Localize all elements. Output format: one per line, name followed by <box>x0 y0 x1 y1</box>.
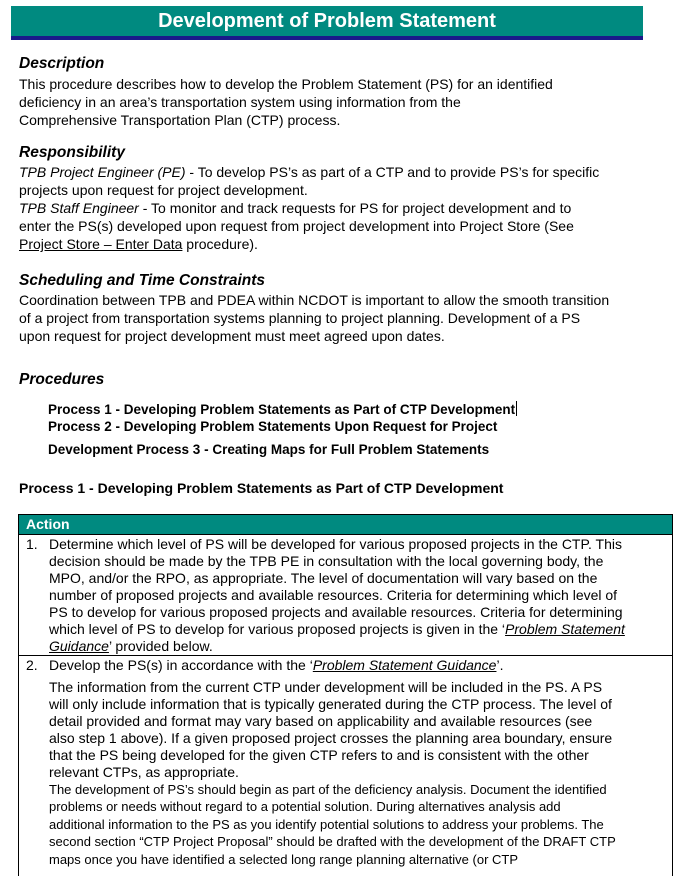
guidance-link[interactable]: Problem Statement <box>505 621 625 637</box>
step-number: 2. <box>26 657 38 673</box>
description-line: deficiency in an area’s transportation system using information from the <box>19 94 461 110</box>
table-header-action: Action <box>19 515 672 535</box>
process1-heading: Process 1 - Developing Problem Statements as Part of CTP Development <box>19 480 504 496</box>
text-cursor <box>516 401 517 416</box>
step-2-intro: Develop the PS(s) in accordance with the ‘ <box>49 657 313 673</box>
step-2-detail-line: detail provided and format may vary based on applicability and available resources (see <box>49 713 593 729</box>
step-2-intro-end: ’. <box>496 657 504 673</box>
procedure-link-2[interactable]: Process 2 - Developing Problem Statements Upon Request for Project <box>48 419 498 434</box>
pe-duty-cont: projects upon request for project development. <box>19 182 308 198</box>
procedure-link-3[interactable]: Development Process 3 - Creating Maps for Full Problem Statements <box>48 442 490 457</box>
responsibility-text <box>19 163 659 253</box>
title-underline <box>11 36 643 40</box>
staff-duty-cont: enter the PS(s) developed upon request from project development into Project Store (See <box>19 218 574 234</box>
description-line: Comprehensive Transportation Plan (CTP) process. <box>19 112 341 128</box>
step-2-note-line: The development of PS’s should begin as part of the deficiency analysis. Document the identified <box>49 782 607 797</box>
step-2-detail-line: will only include information that is typically generated during the CTP process. The level of <box>49 696 612 712</box>
step-2-detail-line: The information from the current CTP under development will be included in the PS. A PS <box>49 679 603 695</box>
step-1-line: number of proposed projects and available resources. Criteria for determining which level of <box>49 587 618 603</box>
staff-duty-end: procedure). <box>182 236 258 252</box>
step-1-line: Determine which level of PS will be developed for various proposed projects in the CTP. This <box>49 536 622 552</box>
step-2-note-line: additional information to the PS as you identify potential solutions to address your problems. The <box>49 816 604 832</box>
table-row-step-2 <box>19 656 672 868</box>
page-title: Development of Problem Statement <box>11 6 643 36</box>
step-2-note-line: maps once you have identified a selected long range planning alternative (or CTP <box>49 851 519 867</box>
scheduling-line: of a project from transportation systems planning to project planning. Development of a PS <box>19 310 581 326</box>
guidance-link[interactable]: Problem Statement Guidance <box>312 657 497 673</box>
step-2-detail-line: also step 1 above). If a given proposed project crosses the planning area boundary, ensure <box>49 730 613 746</box>
description-heading: Description <box>19 55 105 72</box>
step-1-line: MPO, and/or the RPO, as appropriate. The level of documentation will vary based on the <box>49 570 598 586</box>
table-row-step-1 <box>19 535 672 656</box>
pe-role: TPB Project Engineer (PE) <box>19 164 186 180</box>
pe-duty: - To develop PS’s as part of a CTP and to provide PS’s for specific <box>185 164 600 180</box>
step-2-note-line: problems or needs without regard to a potential solution. During alternatives analysis add <box>49 799 561 815</box>
scheduling-line: upon request for project development must meet agreed upon dates. <box>19 328 445 344</box>
procedure-link-1[interactable]: Process 1 - Developing Problem Statements as Part of CTP Development <box>48 402 516 417</box>
description-line: This procedure describes how to develop the Problem Statement (PS) for an identified <box>19 76 553 92</box>
scheduling-heading: Scheduling and Time Constraints <box>19 272 266 289</box>
step-1-line: PS to develop for various proposed projects and available resources. Criteria for determining <box>49 604 623 620</box>
action-table <box>18 514 673 876</box>
step-number: 1. <box>26 536 38 552</box>
scheduling-line: Coordination between TPB and PDEA within NCDOT is important to allow the smooth transition <box>19 292 610 308</box>
scheduling-text <box>19 291 659 345</box>
step-1-line-end: ’ provided below. <box>108 638 213 654</box>
project-store-link[interactable]: Project Store – Enter Data <box>19 236 183 252</box>
description-text <box>19 75 659 129</box>
responsibility-heading: Responsibility <box>19 144 125 161</box>
procedures-heading: Procedures <box>19 371 105 388</box>
step-2-detail-line: relevant CTPs, as appropriate. <box>49 764 239 780</box>
guidance-link-cont[interactable]: Guidance <box>49 638 109 654</box>
step-2-note-line: second section “CTP Project Proposal” should be drafted with the development of the DRAFT CTP <box>49 834 616 850</box>
step-1-line: decision should be made by the TPB PE in consultation with the local governing body, the <box>49 553 604 569</box>
staff-role: TPB Staff Engineer <box>19 200 139 216</box>
step-1-line: which level of PS to develop for various proposed projects is given in the ‘ <box>49 621 506 637</box>
step-2-detail-line: that the PS being developed for the given CTP refers to and is consistent with the other <box>49 747 589 763</box>
staff-duty: - To monitor and track requests for PS for project development and to <box>138 200 572 216</box>
